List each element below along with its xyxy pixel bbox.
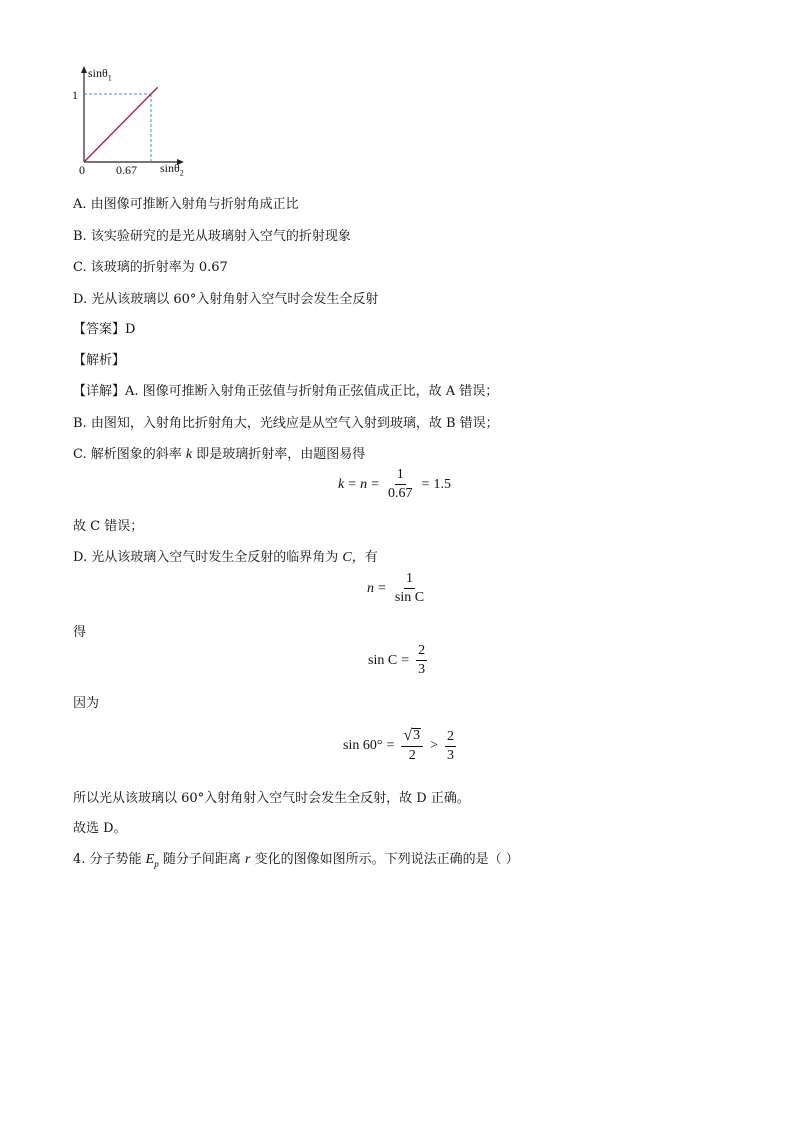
eq1-equals-3: = — [421, 476, 430, 492]
eq4-numerator-2: 2 — [445, 729, 456, 747]
origin-label: 0 — [79, 163, 85, 177]
detail-d-post: ，有 — [351, 550, 378, 565]
eq4-greater-than: > — [430, 738, 439, 753]
eq4-fraction-2 — [445, 729, 456, 764]
detail-c-end: 故 C 错误； — [73, 519, 144, 534]
x-axis-label-main: sinθ — [160, 161, 180, 175]
eq4-denominator-2: 3 — [447, 747, 455, 763]
slope-symbol: k — [185, 447, 193, 462]
eq4-fraction-1 — [401, 728, 423, 764]
eq1-result: 1.5 — [433, 476, 451, 492]
eq1-n: n — [360, 476, 368, 492]
equation-slope — [338, 467, 451, 502]
eq1-equals-2: = — [371, 476, 380, 492]
detail-c-pre: C. 解析图象的斜率 — [73, 447, 186, 462]
option-d: D. 光从该玻璃以 60°入射角射入空气时会发生全反射 — [73, 292, 379, 307]
eq1-equals: = — [348, 476, 357, 492]
choose-text: 故选 D。 — [73, 821, 127, 836]
y-axis-arrow — [81, 66, 87, 73]
eq4-lhs: sin 60° — [343, 738, 383, 753]
ep-main: E — [145, 852, 155, 867]
eq2-equals: = — [378, 580, 386, 596]
detail-c-post: 即是玻璃折射率，由题图易得 — [192, 447, 366, 462]
q4-post: 变化的图像如图所示。下列说法正确的是（ ） — [250, 852, 519, 867]
data-line — [84, 87, 158, 162]
sqrt-symbol: √ — [403, 727, 413, 744]
y-axis-label-sub: 1 — [107, 73, 112, 83]
eq1-numerator: 1 — [395, 467, 406, 485]
eq2-n: n — [367, 580, 374, 596]
eq1-fraction — [386, 467, 415, 502]
critical-angle-symbol: C — [342, 550, 352, 565]
answer-line: 【答案】D — [73, 322, 136, 337]
y-axis-label — [88, 66, 112, 82]
conclusion-text: 所以光从该玻璃以 60°入射角射入空气时会发生全反射，故 D 正确。 — [73, 791, 470, 806]
because-text: 因为 — [73, 696, 100, 711]
eq4-denominator-1: 2 — [408, 748, 416, 763]
eq1-denominator: 0.67 — [388, 486, 413, 501]
x-tick-067: 0.67 — [116, 163, 137, 177]
y-tick-1: 1 — [72, 88, 78, 102]
detail-d — [73, 546, 378, 566]
option-c: C. 该玻璃的折射率为 0.67 — [73, 260, 228, 275]
r-symbol: r — [245, 852, 251, 867]
eq3-numerator: 2 — [416, 643, 427, 661]
sqrt-radicand: 3 — [413, 728, 421, 743]
option-b: B. 该实验研究的是光从玻璃射入空气的折射现象 — [73, 229, 351, 244]
eq1-k: k — [338, 476, 345, 492]
y-axis-label-main: sinθ — [88, 66, 108, 80]
eq2-denominator: sin C — [394, 590, 425, 605]
detail-d-pre: D. 光从该玻璃入空气时发生全反射的临界角为 — [73, 550, 343, 565]
ep-symbol — [146, 852, 159, 867]
q4-pre: 4. 分子势能 — [73, 852, 146, 867]
analysis-heading: 【解析】 — [73, 353, 126, 368]
de-text: 得 — [73, 625, 87, 640]
detail-a: 【详解】A. 图像可推断入射角正弦值与折射角正弦值成正比，故 A 错误； — [73, 384, 499, 399]
ep-sub: p — [154, 858, 159, 869]
detail-c — [73, 443, 365, 463]
option-a: A. 由图像可推断入射角与折射角成正比 — [73, 197, 299, 212]
eq2-numerator: 1 — [404, 571, 415, 589]
sqrt-expression — [403, 728, 421, 744]
eq3-fraction — [416, 643, 427, 678]
eq3-equals: = — [401, 652, 410, 668]
equation-index — [367, 571, 429, 606]
eq2-fraction — [393, 571, 426, 606]
detail-b: B. 由图知，入射角比折射角大，光线应是从空气入射到玻璃，故 B 错误； — [73, 416, 499, 431]
equation-sinc — [368, 643, 430, 678]
eq4-equals: = — [386, 738, 395, 753]
eq3-lhs: sin C — [368, 652, 398, 668]
eq4-numerator-1 — [401, 728, 423, 747]
equation-sin60 — [343, 728, 459, 764]
eq3-denominator: 3 — [418, 662, 426, 677]
x-axis-label-sub: 2 — [179, 168, 184, 178]
x-axis-label — [160, 161, 184, 177]
question-4 — [73, 848, 519, 869]
q4-mid: 随分子间距离 — [158, 852, 245, 867]
